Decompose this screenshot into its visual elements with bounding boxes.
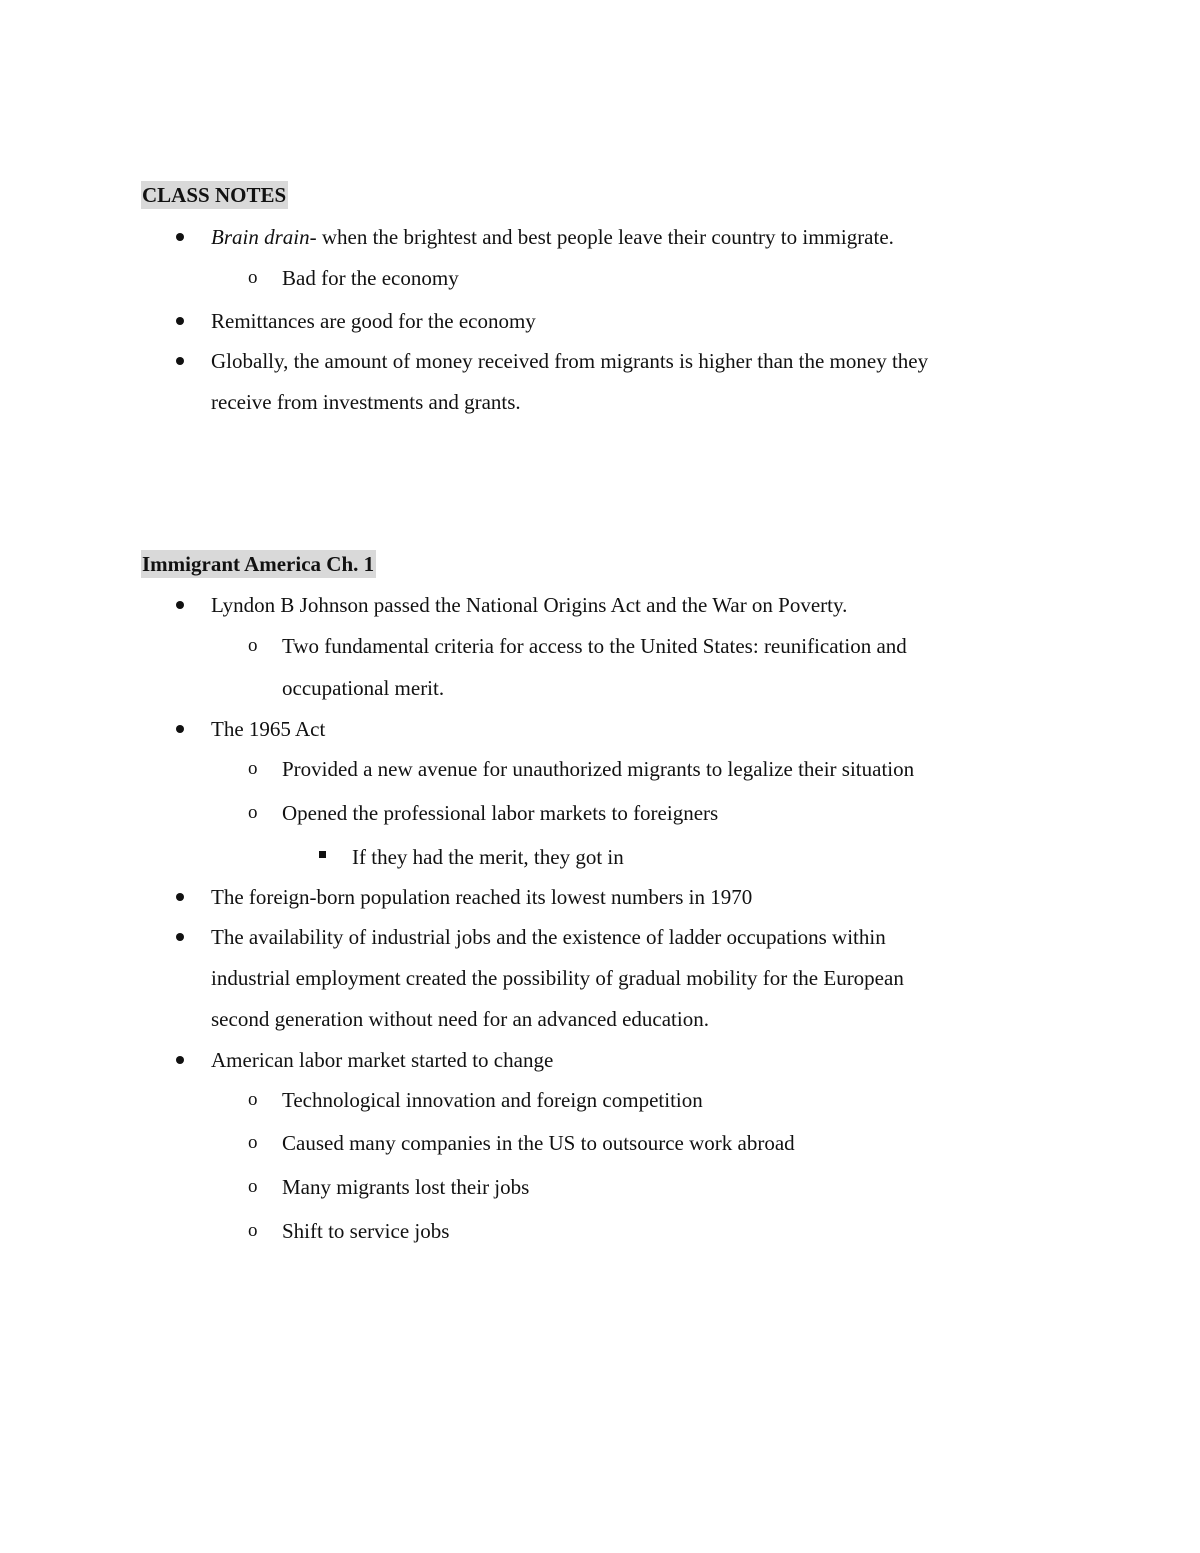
bullet-icon xyxy=(176,1056,184,1064)
bullet-icon xyxy=(176,933,184,941)
square-bullet-icon xyxy=(319,851,326,858)
term-brain-drain: Brain drain xyxy=(211,225,310,249)
note-sub-item: Many migrants lost their jobs xyxy=(282,1175,530,1199)
note-item-line2: receive from investments and grants. xyxy=(211,390,521,414)
note-sub-sub-item: If they had the merit, they got in xyxy=(352,845,624,869)
sub-bullet-icon: o xyxy=(248,1132,258,1153)
note-item-line2: industrial employment created the possibility of gradual mobility for the European xyxy=(211,966,904,990)
note-item-line1: Globally, the amount of money received from migrants is higher than the money they xyxy=(211,349,929,373)
note-brain-drain xyxy=(211,223,894,251)
section-heading-class-notes: CLASS NOTES xyxy=(142,183,287,207)
sub-bullet-icon: o xyxy=(248,1089,258,1110)
note-item: The foreign-born population reached its lowest numbers in 1970 xyxy=(211,885,753,909)
note-brain-drain-text: - when the brightest and best people leave their country to immigrate. xyxy=(309,225,894,249)
note-item-line3: second generation without need for an advanced education. xyxy=(211,1007,709,1031)
note-sub-item: Bad for the economy xyxy=(282,266,459,290)
note-sub-item: Technological innovation and foreign competition xyxy=(282,1088,703,1112)
bullet-icon xyxy=(176,893,184,901)
bullet-icon xyxy=(176,601,184,609)
note-sub-item-line1: Two fundamental criteria for access to the United States: reunification and xyxy=(282,634,907,658)
note-item: The 1965 Act xyxy=(211,717,326,741)
note-sub-item: Provided a new avenue for unauthorized migrants to legalize their situation xyxy=(282,757,915,781)
note-item: Remittances are good for the economy xyxy=(211,309,536,333)
sub-bullet-icon: o xyxy=(248,635,258,656)
note-sub-item-line2: occupational merit. xyxy=(282,676,445,700)
bullet-icon xyxy=(176,725,184,733)
sub-bullet-icon: o xyxy=(248,802,258,823)
note-sub-item: Opened the professional labor markets to foreigners xyxy=(282,801,719,825)
note-item-line1: The availability of industrial jobs and the existence of ladder occupations within xyxy=(211,925,886,949)
sub-bullet-icon: o xyxy=(248,267,258,288)
note-item: Lyndon B Johnson passed the National Origins Act and the War on Poverty. xyxy=(211,593,848,617)
bullet-icon xyxy=(176,233,184,241)
note-sub-item: Caused many companies in the US to outsource work abroad xyxy=(282,1131,795,1155)
bullet-icon xyxy=(176,357,184,365)
sub-bullet-icon: o xyxy=(248,1220,258,1241)
note-item: American labor market started to change xyxy=(211,1048,554,1072)
note-sub-item: Shift to service jobs xyxy=(282,1219,450,1243)
sub-bullet-icon: o xyxy=(248,758,258,779)
bullet-icon xyxy=(176,317,184,325)
sub-bullet-icon: o xyxy=(248,1176,258,1197)
section-heading-immigrant-america: Immigrant America Ch. 1 xyxy=(142,552,375,576)
